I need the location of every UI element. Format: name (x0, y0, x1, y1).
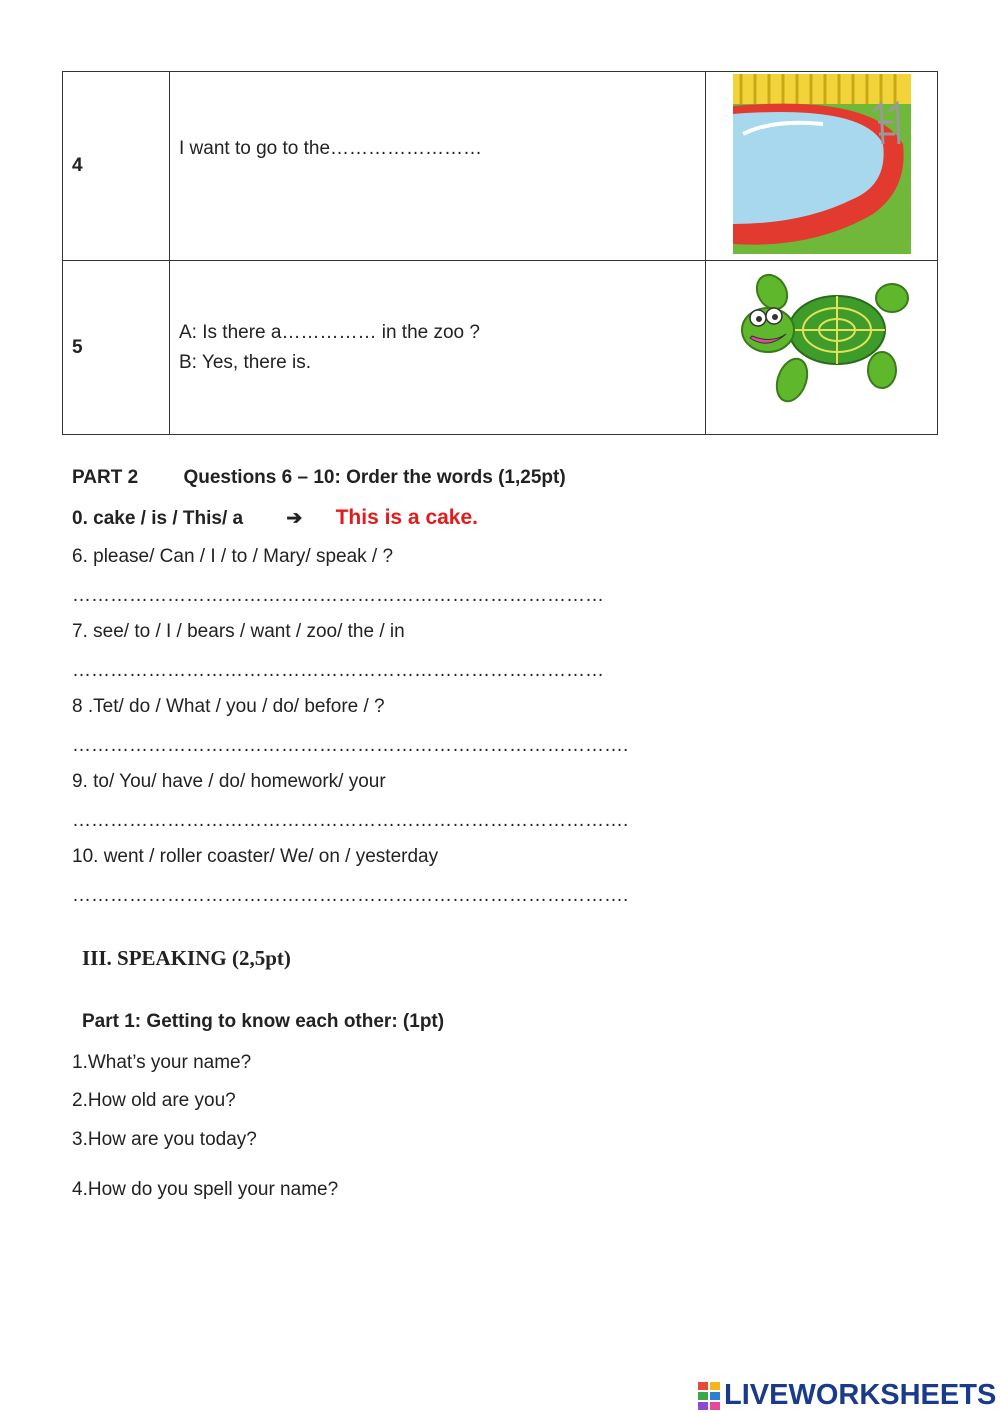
question-prompt: 8 .Tet/ do / What / you / do/ before / ? (72, 696, 385, 717)
picture-cell (706, 261, 938, 435)
example-row (72, 506, 478, 530)
picture-cell (706, 72, 938, 261)
question-text (170, 261, 706, 435)
answer-line[interactable]: ……………………………………………………………………………. (72, 885, 629, 906)
question-line: B: Yes, there is. (179, 351, 312, 373)
speaking-question: 1.What’s your name? (72, 1052, 252, 1073)
turtle-picture (732, 270, 912, 420)
table-row (63, 261, 938, 435)
swimming-pool-picture (733, 74, 911, 254)
liveworksheets-logo[interactable] (698, 1379, 996, 1412)
answer-line[interactable]: ………………………………………………………………………… (72, 585, 604, 606)
liveworksheets-logo-icon (698, 1382, 722, 1410)
answer-line[interactable]: ……………………………………………………………………………. (72, 810, 629, 831)
part2-title: Questions 6 – 10: Order the words (1,25pt) (183, 467, 566, 488)
question-prompt: 10. went / roller coaster/ We/ on / yesterday (72, 846, 439, 867)
part2-header (72, 467, 566, 489)
example-prompt: 0. cake / is / This/ a (72, 508, 244, 529)
answer-line[interactable]: ………………………………………………………………………… (72, 660, 604, 681)
brand-text: LIVEWORKSHEETS (724, 1379, 997, 1411)
question-text (170, 72, 706, 261)
question-number: 4 (63, 72, 170, 261)
example-answer: This is a cake. (335, 506, 478, 529)
speaking-part1-title: Part 1: Getting to know each other: (1pt) (82, 1011, 445, 1032)
question-line: A: Is there a…………… in the zoo ? (179, 321, 480, 343)
speaking-question: 3.How are you today? (72, 1129, 257, 1150)
part2-label: PART 2 (72, 467, 139, 488)
question-prompt: 7. see/ to / I / bears / want / zoo/ the / in (72, 621, 405, 642)
answer-line[interactable]: ……………………………………………………………………………. (72, 735, 629, 756)
question-prompt: 9. to/ You/ have / do/ homework/ your (72, 771, 386, 792)
table-row (63, 72, 938, 261)
question-line: I want to go to the…………………… (179, 138, 483, 159)
vocabulary-table (62, 71, 938, 435)
speaking-question: 4.How do you spell your name? (72, 1179, 339, 1200)
arrow-icon: ➔ (286, 508, 303, 529)
question-number: 5 (63, 261, 170, 435)
speaking-question: 2.How old are you? (72, 1090, 236, 1111)
speaking-heading: III. SPEAKING (2,5pt) (82, 946, 291, 970)
question-prompt: 6. please/ Can / I / to / Mary/ speak / ? (72, 546, 394, 567)
